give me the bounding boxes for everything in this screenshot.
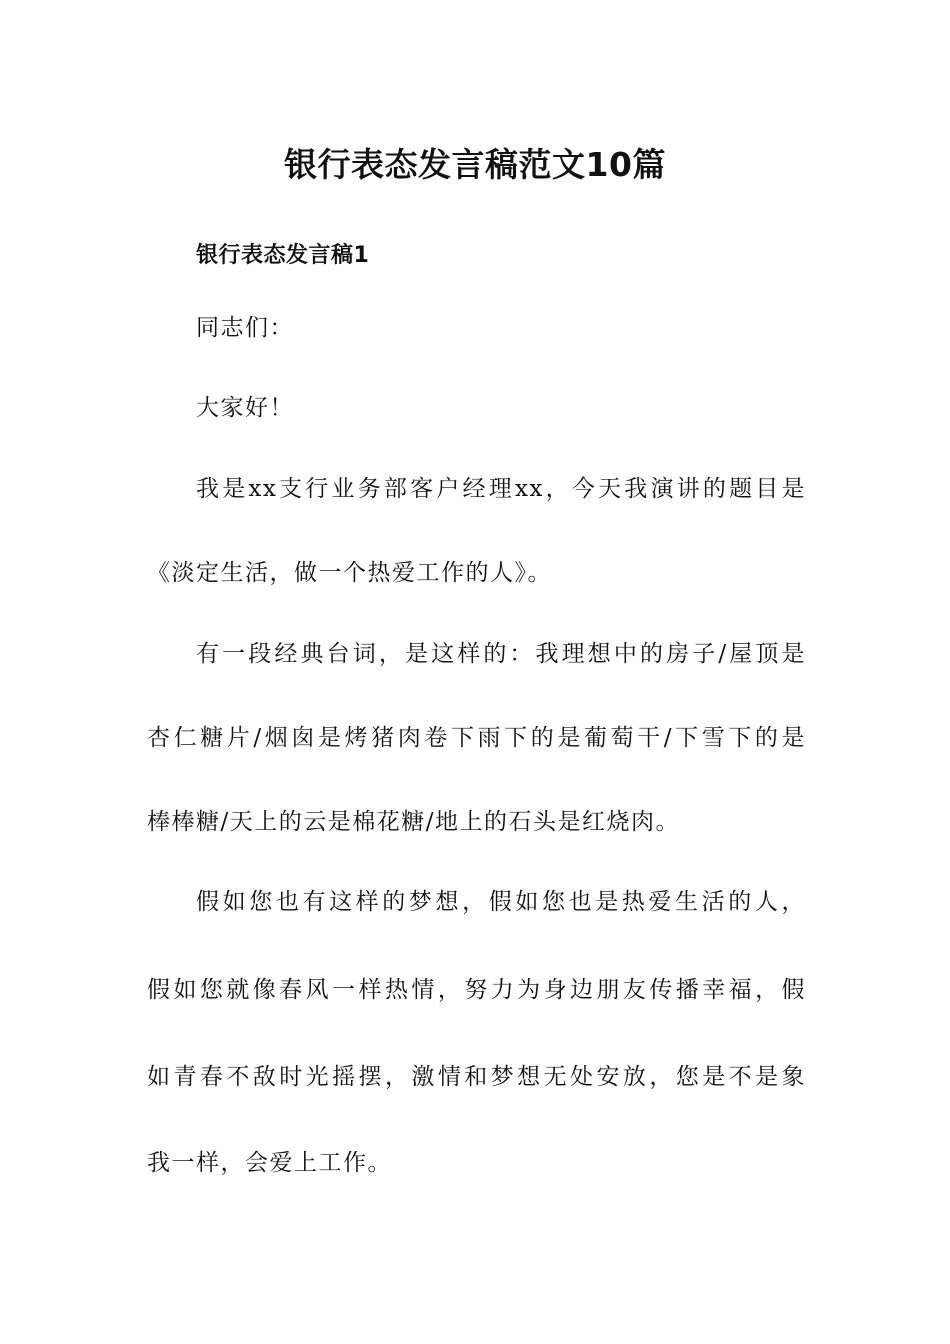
paragraph-line: 假如您也有这样的梦想，假如您也是热爱生活的人， — [196, 889, 806, 915]
paragraph-line: 棒棒糖/天上的云是棉花糖/地上的石头是红烧肉。 — [147, 809, 680, 835]
salutation-line: 同志们： — [196, 315, 294, 341]
paragraph-line: 假如您就像春风一样热情，努力为身边朋友传播幸福，假 — [147, 977, 806, 1003]
paragraph-line: 我是xx支行业务部客户经理xx，今天我演讲的题目是 — [196, 476, 806, 502]
paragraph-line: 杏仁糖片/烟囱是烤猪肉卷下雨下的是葡萄干/下雪下的是 — [147, 725, 806, 751]
paragraph-line: 我一样，会爱上工作。 — [147, 1150, 392, 1176]
paragraph-line: 《淡定生活，做一个热爱工作的人》。 — [147, 560, 552, 586]
paragraph-line: 如青春不敌时光摇摆，激情和梦想无处安放，您是不是象 — [147, 1064, 806, 1090]
section-heading: 银行表态发言稿1 — [196, 243, 370, 268]
greeting-line: 大家好！ — [196, 395, 294, 421]
paragraph-line: 有一段经典台词，是这样的：我理想中的房子/屋顶是 — [196, 641, 806, 667]
document-title: 银行表态发言稿范文10篇 — [284, 145, 666, 184]
